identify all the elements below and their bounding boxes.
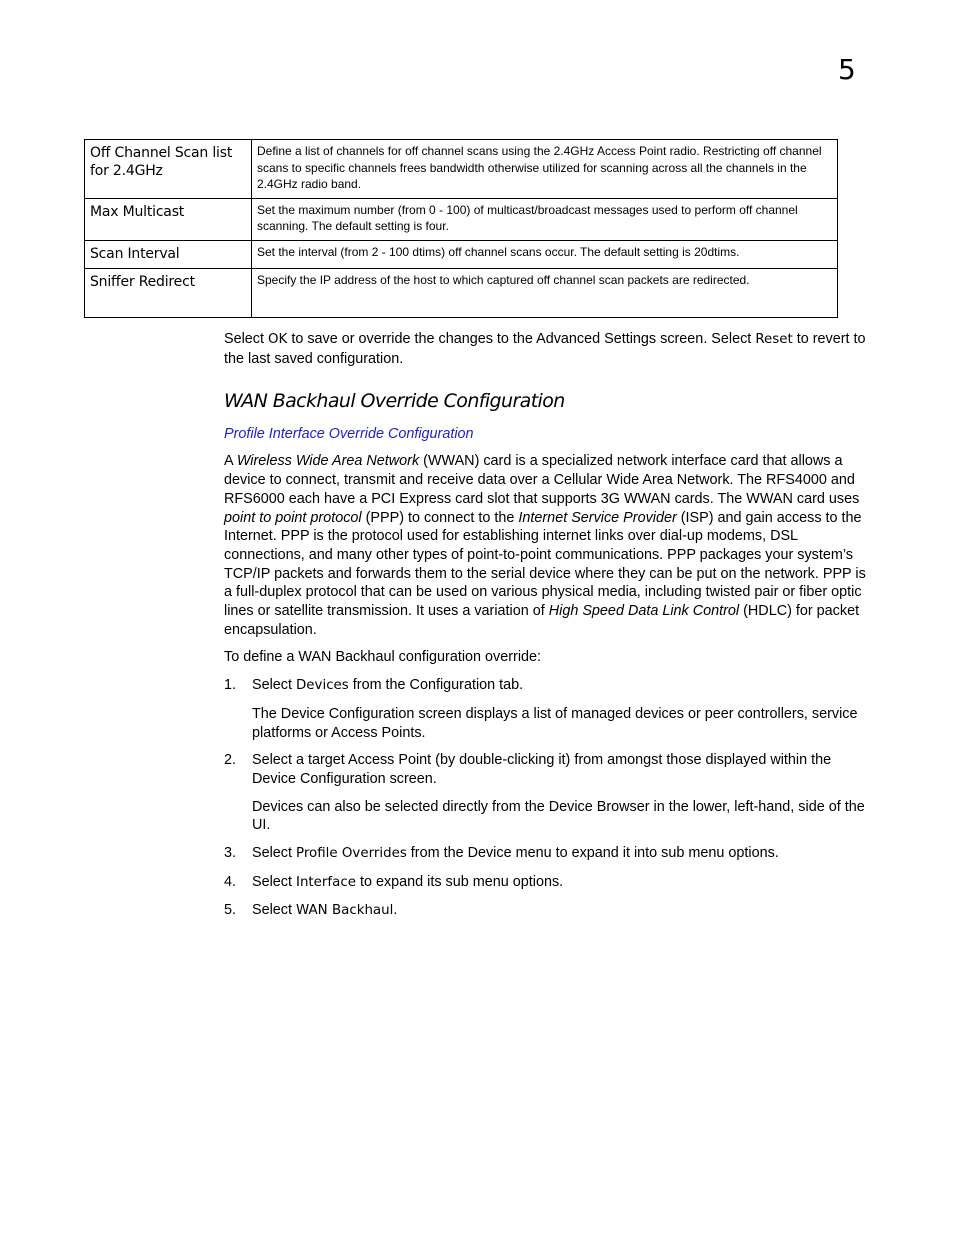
- step-number: 1.: [224, 677, 237, 694]
- profile-interface-override-link[interactable]: Profile Interface Override Configuration: [224, 426, 474, 443]
- param-description: Set the maximum number (from 0 - 100) of multicast/broadcast messages used to perform off channel scanning. The default setting is four.: [252, 198, 838, 240]
- wan-backhaul-label: WAN Backhaul: [296, 903, 394, 919]
- param-name: Max Multicast: [85, 198, 252, 240]
- interface-label: Interface: [296, 874, 356, 890]
- param-description: Specify the IP address of the host to which captured off channel scan packets are redirected.: [252, 268, 838, 317]
- step-number: 3.: [224, 845, 237, 862]
- param-description: Define a list of channels for off channel scans using the 2.4GHz Access Point radio. Restricting off channel scans to specific channels frees bandwidth otherwise utilized for scanning across all the channels in the 2.4GHz radio band.: [252, 140, 838, 199]
- step-note: Devices can also be selected directly from the Device Browser in the lower, left-hand, side of the UI.: [252, 798, 865, 834]
- table-row: [85, 240, 838, 268]
- devices-label: Devices: [296, 678, 349, 694]
- list-item: 3. Select Profile Overrides from the Device menu to expand it into sub menu options.: [224, 845, 779, 862]
- step-note: The Device Configuration screen displays a list of managed devices or peer controllers, service platforms or Access Points.: [252, 705, 858, 741]
- param-name: Off Channel Scan list for 2.4GHz: [85, 140, 252, 199]
- profile-overrides-label: Profile Overrides: [296, 846, 407, 862]
- reset-label: Reset: [755, 332, 793, 347]
- ok-label: OK: [268, 332, 288, 347]
- main-content: [224, 330, 868, 930]
- table-row: [85, 198, 838, 240]
- param-name: Sniffer Redirect: [85, 268, 252, 317]
- section-heading: WAN Backhaul Override Configuration: [224, 390, 565, 413]
- save-note: Select OK to save or override the changes to the Advanced Settings screen. Select Reset to revert to the last saved configuration.: [224, 331, 866, 367]
- step-number: 5.: [224, 902, 237, 919]
- param-description: Set the interval (from 2 - 100 dtims) off channel scans occur. The default setting is 20dtims.: [252, 240, 838, 268]
- list-item: 4. Select Interface to expand its sub menu options.: [224, 873, 564, 890]
- parameter-table: [84, 139, 838, 318]
- step-number: 4.: [224, 873, 237, 890]
- table-row: [85, 268, 838, 317]
- list-item: 2. Select a target Access Point (by double-clicking it) from amongst those displayed within the Device Configuration screen. Devices can also be selected directly from the Device Browser in the lower, left-hand, side of the UI.: [224, 751, 868, 835]
- list-item: 1. Select Devices from the Configuration tab. The Device Configuration screen displays a list of managed devices or peer controllers, service platforms or Access Points.: [224, 676, 868, 742]
- chapter-number: 5: [838, 53, 856, 86]
- step-number: 2.: [224, 752, 237, 769]
- param-name: Scan Interval: [85, 240, 252, 268]
- steps-list: [224, 676, 868, 921]
- list-item: 5. Select WAN Backhaul.: [224, 902, 398, 919]
- table-row: [85, 140, 838, 199]
- intro-paragraph: A Wireless Wide Area Network (WWAN) card is a specialized network interface card that allows a device to connect, transmit and receive data over a Cellular Wide Area Network. The RFS4000 and RFS6000 each have a PCI Express card slot that supports 3G WWAN cards. The WWAN card uses point to point protocol (PPP) to connect to the Internet Service Provider (ISP) and gain access to the Internet. PPP is the protocol used for establishing internet links over dial-up modems, DSL connections, and many other types of point-to-point communications. PPP packages your system’s TCP/IP packets and forwards them to the serial device where they can be put on the network. PPP is a full-duplex protocol that can be used on various physical media, including twisted pair or fiber optic lines or satellite transmission. It uses a variation of High Speed Data Link Control (HDLC) for packet encapsulation.: [224, 453, 866, 638]
- define-text: To define a WAN Backhaul configuration override:: [224, 649, 542, 666]
